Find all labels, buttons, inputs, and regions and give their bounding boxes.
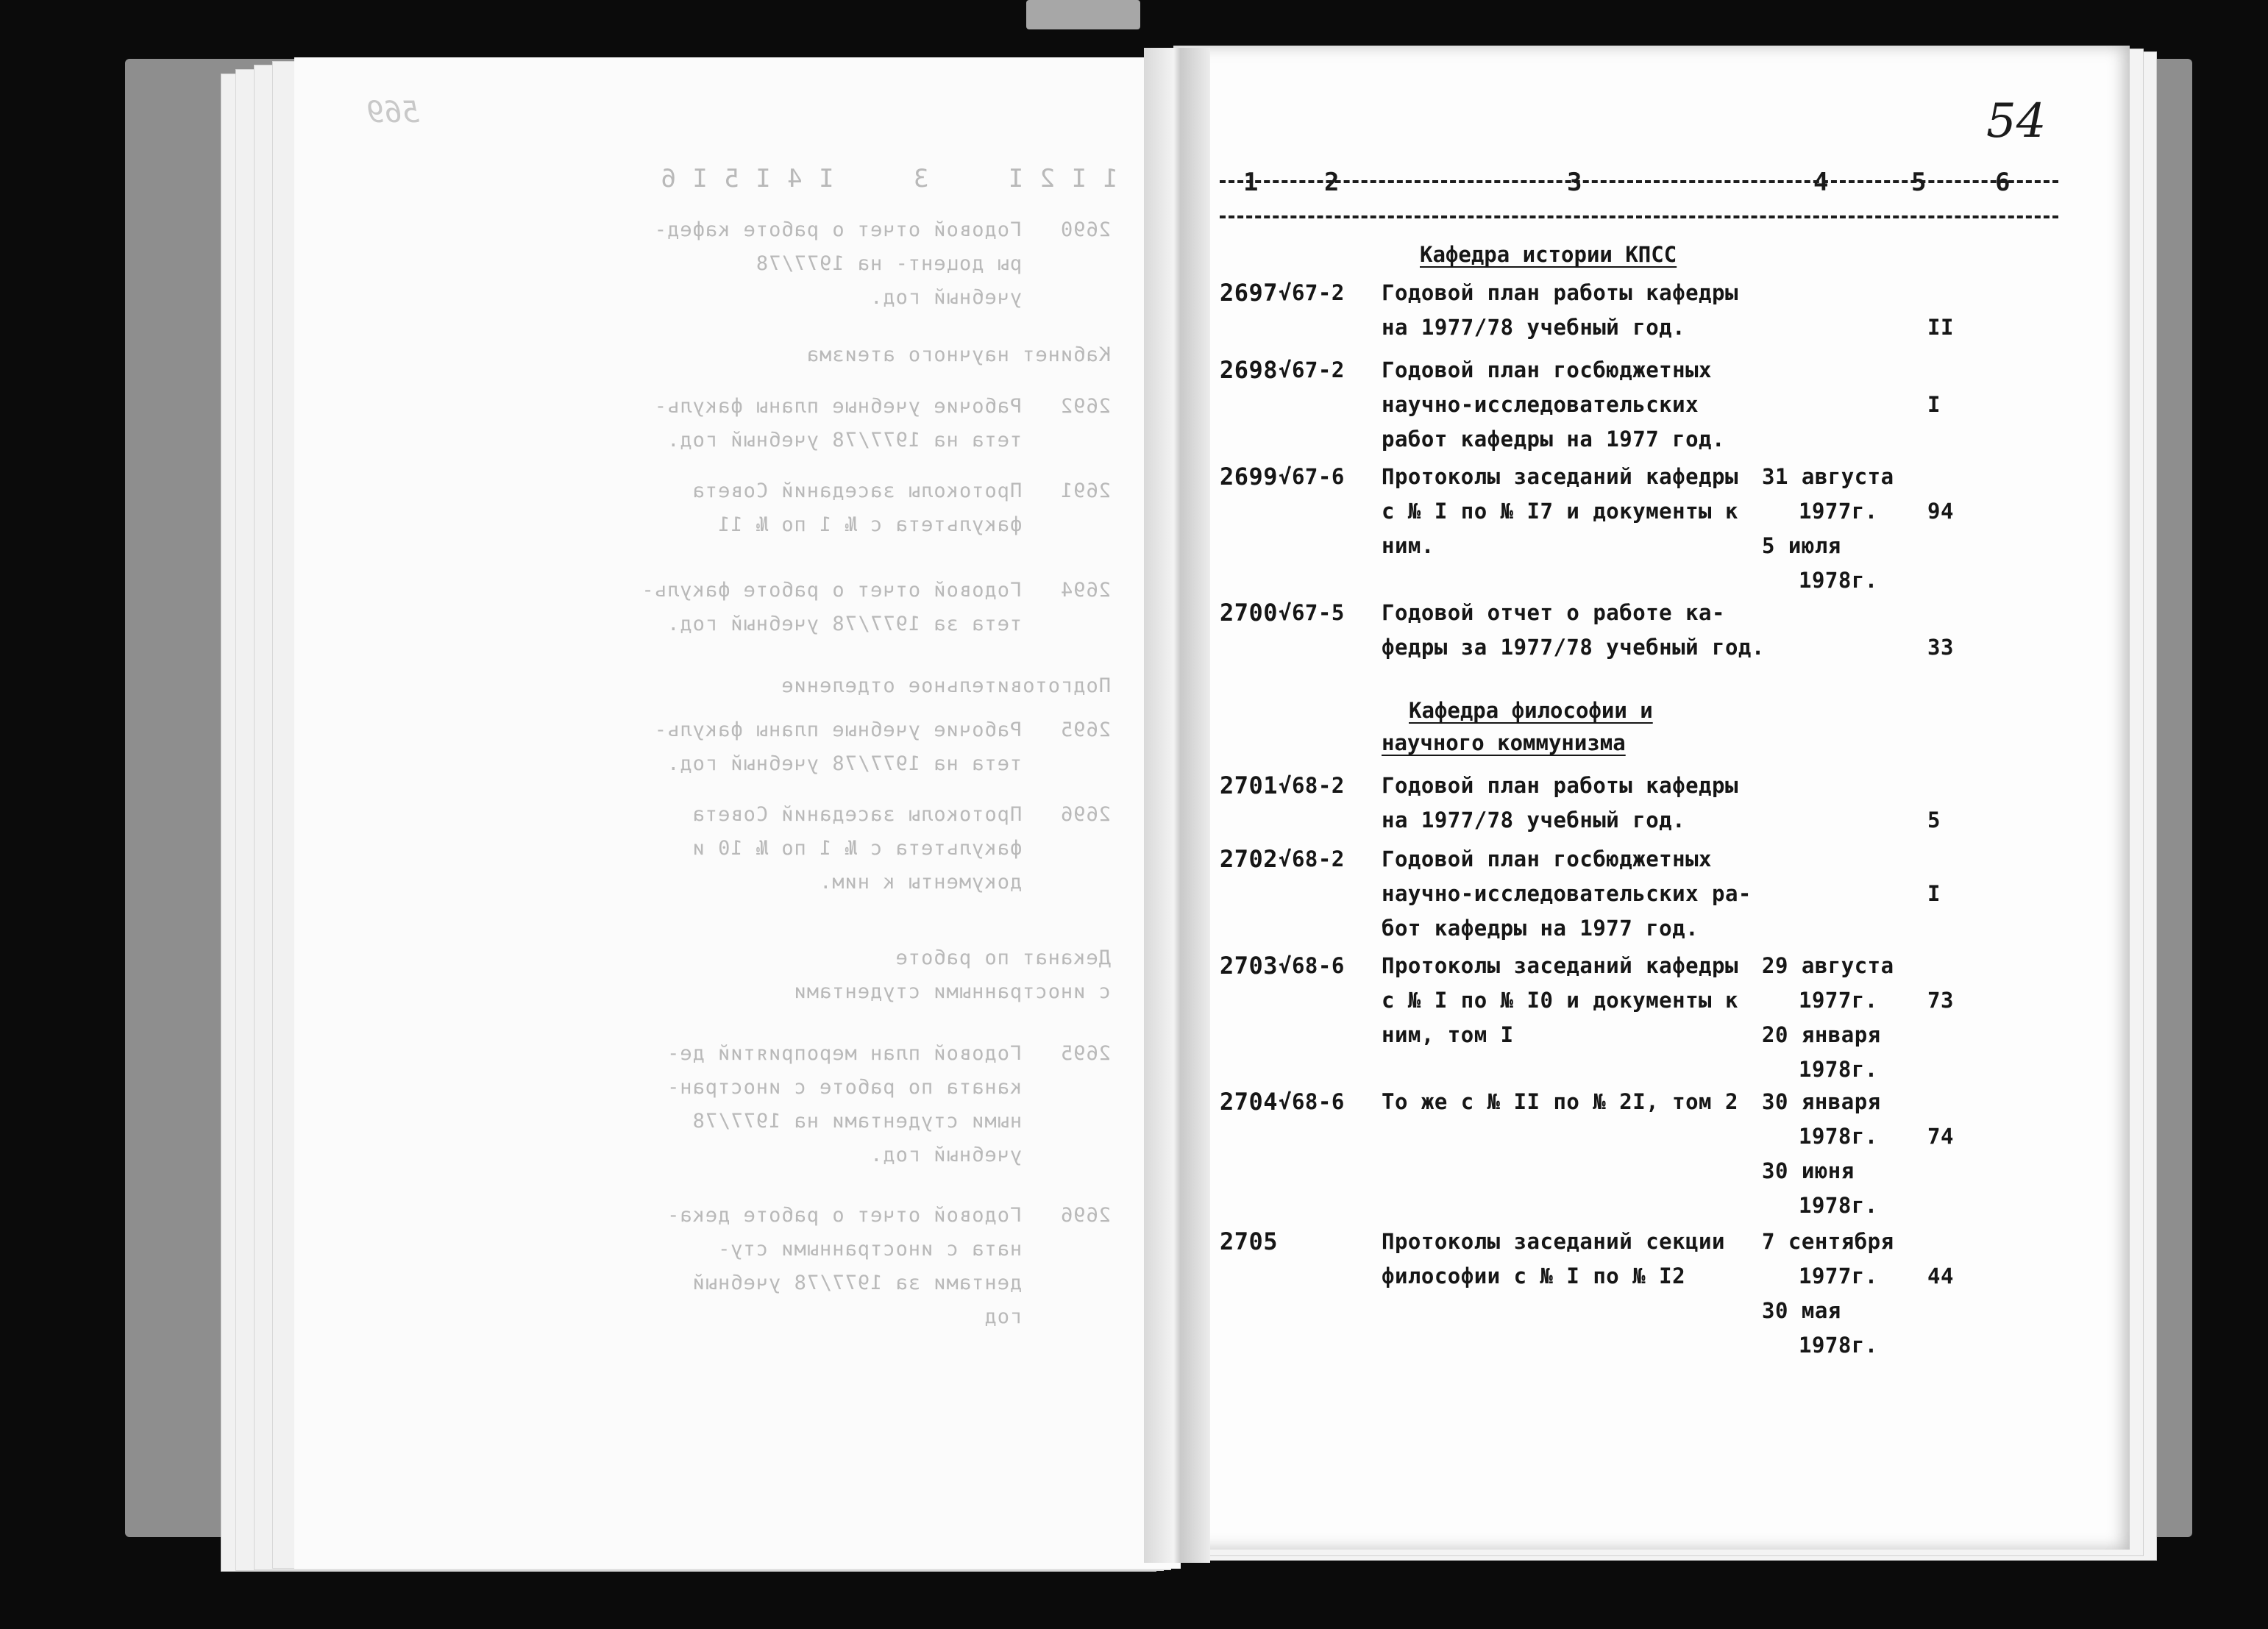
entry-title-line: Годовой план работы кафедры xyxy=(1382,280,1738,305)
entry-sheet-count: 74 xyxy=(1927,1124,1954,1149)
bleed-line: учебный год. xyxy=(870,286,1111,309)
bleed-header: 1 I 2 I 3 I 4 I 5 I 6 xyxy=(660,164,1118,193)
entry-title-line: федры за 1977/78 учебный год. xyxy=(1382,635,1765,660)
entry-title-line: Годовой план госбюджетных xyxy=(1382,357,1712,382)
column-header-2: 2 xyxy=(1324,168,1340,197)
bleed-line: каната по работе с иностран- xyxy=(666,1076,1111,1099)
bleed-line: документы к ним. xyxy=(819,871,1111,894)
bleed-line: факультета с № 1 по № 10 и xyxy=(692,837,1111,860)
entry-number: 2702 xyxy=(1220,845,1279,873)
entry-date: 20 января xyxy=(1762,1022,1881,1047)
bleed-line: 2690 Годовой отчет о работе кафед- xyxy=(653,218,1111,241)
section-title: научного коммунизма xyxy=(1382,730,1626,755)
column-header-5: 5 xyxy=(1911,168,1927,197)
bleed-line: с иностранными студентами xyxy=(793,980,1111,1003)
entry-title-line: на 1977/78 учебный год. xyxy=(1382,808,1686,833)
bleed-line: 2692 Рабочие учебные планы факуль- xyxy=(653,395,1111,418)
bleed-line: Подготовительное отделение xyxy=(781,674,1111,697)
entry-date: 29 августа xyxy=(1762,953,1894,978)
entry-title-line: То же с № II по № 2I, том 2 xyxy=(1382,1089,1738,1114)
bleed-line: 2695 Годовой план мероприятий де- xyxy=(666,1042,1111,1065)
entry-title-line: Протоколы заседаний кафедры xyxy=(1382,464,1738,489)
entry-date: 30 января xyxy=(1762,1089,1881,1114)
column-header-3: 3 xyxy=(1567,168,1582,197)
entry-title-line: Протоколы заседаний секции xyxy=(1382,1229,1725,1254)
entry-sheet-count: 33 xyxy=(1927,635,1954,660)
entry-number: 2704 xyxy=(1220,1088,1279,1116)
entry-date: 5 июля xyxy=(1762,533,1841,558)
entry-number: 2700 xyxy=(1220,599,1279,627)
entry-code: √67-5 xyxy=(1279,600,1345,625)
bleed-line: дентами за 1977/78 учебный xyxy=(692,1272,1111,1294)
entry-date: 1977г. xyxy=(1799,1263,1878,1288)
entry-title-line: ним, том I xyxy=(1382,1022,1514,1047)
entry-title-line: Протоколы заседаний кафедры xyxy=(1382,953,1738,978)
bleed-line: тета на 1977/78 учебный год. xyxy=(666,429,1111,452)
entry-code: √67-6 xyxy=(1279,464,1345,489)
bleed-line: 2691 Протоколы заседаний Совета xyxy=(692,480,1111,502)
entry-number: 2697 xyxy=(1220,279,1279,307)
column-header-1: 1 xyxy=(1243,168,1259,197)
bleed-line: Кабинет научного атеизма xyxy=(806,343,1111,366)
bleed-line: ната с иностранными сту- xyxy=(717,1238,1111,1261)
bleed-line: ными студентами на 1977/78 xyxy=(692,1110,1111,1133)
entry-sheet-count: 44 xyxy=(1927,1263,1954,1288)
bleed-line: Деканат по работе xyxy=(895,947,1111,969)
entry-date: 1978г. xyxy=(1799,1193,1878,1218)
entry-date: 30 июня xyxy=(1762,1158,1855,1183)
entry-title-line: на 1977/78 учебный год. xyxy=(1382,315,1686,340)
column-header-6: 6 xyxy=(1995,168,2011,197)
entry-sheet-count: 94 xyxy=(1927,499,1954,524)
bleed-line: 2694 Годовой отчет о работе факуль- xyxy=(641,579,1111,602)
entry-number: 2698 xyxy=(1220,356,1279,384)
entry-number: 2703 xyxy=(1220,952,1279,980)
header-rule-bottom xyxy=(1220,215,2058,218)
entry-sheet-count: I xyxy=(1927,881,1941,906)
section-title: Кафедра философии и xyxy=(1409,698,1653,723)
entry-title-line: ним. xyxy=(1382,533,1435,558)
entry-code: √67-2 xyxy=(1279,280,1345,305)
bleed-line: 2695 Рабочие учебные планы факуль- xyxy=(653,719,1111,741)
bleed-line: тета за 1977/78 учебный год. xyxy=(666,613,1111,635)
header-rule-top xyxy=(1220,180,2058,183)
book-gutter xyxy=(1144,48,1210,1563)
entry-date: 1978г. xyxy=(1799,1057,1878,1082)
entry-date: 1978г. xyxy=(1799,1333,1878,1358)
entry-code: √67-2 xyxy=(1279,357,1345,382)
entry-sheet-count: 5 xyxy=(1927,808,1941,833)
entry-title-line: работ кафедры на 1977 год. xyxy=(1382,427,1725,452)
bleed-line: тета на 1977/78 учебный год. xyxy=(666,752,1111,775)
entry-title-line: философии с № I по № I2 xyxy=(1382,1263,1686,1288)
entry-title-line: научно-исследовательских xyxy=(1382,392,1699,417)
entry-title-line: с № I по № I0 и документы к xyxy=(1382,988,1738,1013)
binding-tab xyxy=(1026,0,1140,29)
bleed-line: ры доцент- на 1977/78 xyxy=(755,252,1111,275)
bleed-line: факультета с № 1 по № 11 xyxy=(717,513,1111,536)
entry-code: √68-6 xyxy=(1279,953,1345,978)
entry-date: 1977г. xyxy=(1799,499,1878,524)
section-title: Кафедра истории КПСС xyxy=(1420,242,1677,267)
folio-number: 54 xyxy=(1986,94,2047,149)
entry-number: 2701 xyxy=(1220,771,1279,799)
entry-title-line: бот кафедры на 1977 год. xyxy=(1382,916,1699,941)
entry-title-line: с № I по № I7 и документы к xyxy=(1382,499,1738,524)
entry-code: √68-2 xyxy=(1279,846,1345,871)
entry-date: 30 мая xyxy=(1762,1298,1841,1323)
entry-number: 2699 xyxy=(1220,463,1279,491)
bleed-line: учебный год. xyxy=(870,1144,1111,1166)
entry-sheet-count: I xyxy=(1927,392,1941,417)
entry-date: 1977г. xyxy=(1799,988,1878,1013)
entry-title-line: Годовой план госбюджетных xyxy=(1382,846,1712,871)
bleed-line: 2696 Протоколы заседаний Совета xyxy=(692,803,1111,826)
column-header-4: 4 xyxy=(1813,168,1829,197)
entry-date: 1978г. xyxy=(1799,568,1878,593)
entry-date: 31 августа xyxy=(1762,464,1894,489)
entry-title-line: научно-исследовательских ра- xyxy=(1382,881,1752,906)
entry-code: √68-2 xyxy=(1279,773,1345,798)
archive-stamp: 569 xyxy=(366,96,419,129)
bleed-line: 2696 Годовой отчет о работе дека- xyxy=(666,1204,1111,1227)
entry-code: √68-6 xyxy=(1279,1089,1345,1114)
left-page-bleed-through xyxy=(316,81,1140,1405)
entry-number: 2705 xyxy=(1220,1227,1279,1255)
bleed-line: год xyxy=(984,1305,1111,1328)
entry-title-line: Годовой отчет о работе ка- xyxy=(1382,600,1725,625)
entry-sheet-count: II xyxy=(1927,315,1954,340)
entry-date: 1978г. xyxy=(1799,1124,1878,1149)
entry-date: 7 сентября xyxy=(1762,1229,1894,1254)
entry-sheet-count: 73 xyxy=(1927,988,1954,1013)
entry-title-line: Годовой план работы кафедры xyxy=(1382,773,1738,798)
